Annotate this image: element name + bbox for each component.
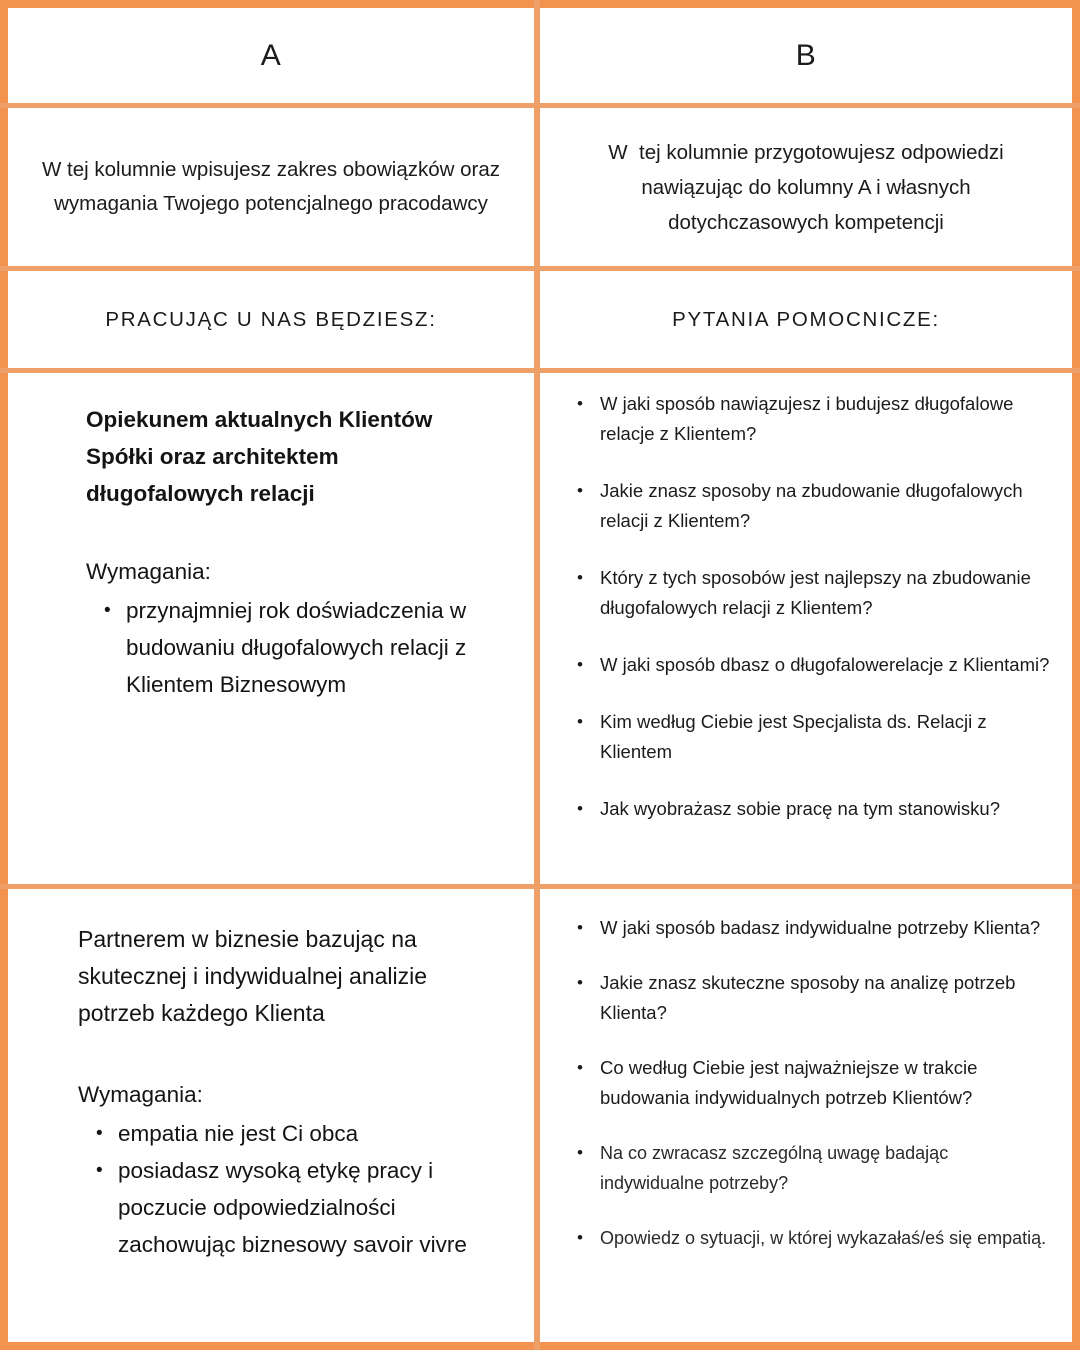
column-b-caption: PYTANIA POMOCNICZE:	[672, 307, 940, 331]
column-a-header-cell	[8, 8, 534, 103]
row-2-requirements-label: Wymagania:	[78, 1082, 203, 1107]
column-b-header-cell	[540, 8, 1072, 103]
list-item: • Na co zwracasz szczególną uwagę badając indywidualne potrzeby?	[570, 1138, 1050, 1198]
list-item: • empatia nie jest Ci obca	[118, 1115, 494, 1152]
row-1-column-a-cell	[8, 373, 534, 884]
list-item: • W jaki sposób dbasz o długofalowerelacje z Klientami?	[570, 650, 1050, 680]
column-b-letter: B	[795, 38, 817, 72]
row-1-requirements-list	[86, 592, 494, 703]
list-item: • Jak wyobrażasz sobie pracę na tym stanowisku?	[570, 794, 1050, 824]
list-item: • W jaki sposób badasz indywidualne potrzeby Klienta?	[570, 913, 1050, 943]
row-2-column-b-cell	[540, 889, 1072, 1342]
frame-border-left	[0, 0, 8, 1350]
row-2-questions	[540, 889, 1072, 1342]
row-2-lead-text: Partnerem w biznesie bazując na skutecznej i indywidualnej analizie potrzeb każdego Klienta	[78, 926, 428, 1026]
row-1-question-list	[570, 389, 1050, 824]
column-b-intro-cell	[540, 108, 1072, 266]
row-2-column-a-cell	[8, 889, 534, 1342]
list-item: • Jakie znasz sposoby na zbudowanie długofalowych relacji z Klientem?	[570, 476, 1050, 536]
list-item: • Który z tych sposobów jest najlepszy na zbudowanie długofalowych relacji z Klientem?	[570, 563, 1050, 623]
row-2-requirements-list	[78, 1115, 494, 1263]
frame-border-top	[0, 0, 1080, 8]
row-1-questions	[540, 373, 1072, 884]
column-a-letter: A	[260, 38, 282, 72]
column-a-intro-wrapper	[8, 108, 534, 266]
list-item: • Co według Ciebie jest najważniejsze w trakcie budowania indywidualnych potrzeb Klientów?	[570, 1053, 1050, 1113]
row-2-question-list	[570, 913, 1050, 1253]
row-1-lead-text: Opiekunem aktualnych Klientów Spółki oraz architektem długofalowych relacji	[86, 407, 433, 506]
column-a-caption-cell	[8, 271, 534, 368]
list-item: • przynajmniej rok doświadczenia w budowaniu długofalowych relacji z Klientem Biznesowym	[126, 592, 494, 703]
column-b-intro-text: W tej kolumnie przygotowujesz odpowiedzi nawiązując do kolumny A i własnych dotychczasowych kompetencji	[608, 140, 1010, 234]
list-item: • Opowiedz o sytuacji, w której wykazałaś/eś się empatią.	[570, 1223, 1050, 1253]
list-item: • posiadasz wysoką etykę pracy i poczucie odpowiedzialności zachowując biznesowy savoir vivre	[118, 1152, 494, 1263]
row-1-requirements-label: Wymagania:	[86, 559, 211, 584]
column-a-intro-cell	[8, 108, 534, 266]
list-item: • Jakie znasz skuteczne sposoby na analizę potrzeb Klienta?	[570, 968, 1050, 1028]
frame-border-bottom	[0, 1342, 1080, 1350]
column-a-caption: PRACUJĄC U NAS BĘDZIESZ:	[105, 307, 437, 331]
column-b-intro-wrapper	[540, 108, 1072, 266]
column-a-intro-text: W tej kolumnie wpisujesz zakres obowiązków oraz wymagania Twojego potencjalnego pracodawcy	[42, 158, 506, 215]
list-item: • Kim według Ciebie jest Specjalista ds. Relacji z Klientem	[570, 707, 1050, 767]
row-1-column-b-cell	[540, 373, 1072, 884]
frame-border-right	[1072, 0, 1080, 1350]
row-1-duties	[8, 373, 534, 884]
list-item: • W jaki sposób nawiązujesz i budujesz długofalowe relacje z Klientem?	[570, 389, 1050, 449]
column-b-caption-cell	[540, 271, 1072, 368]
row-2-duties	[8, 889, 534, 1342]
